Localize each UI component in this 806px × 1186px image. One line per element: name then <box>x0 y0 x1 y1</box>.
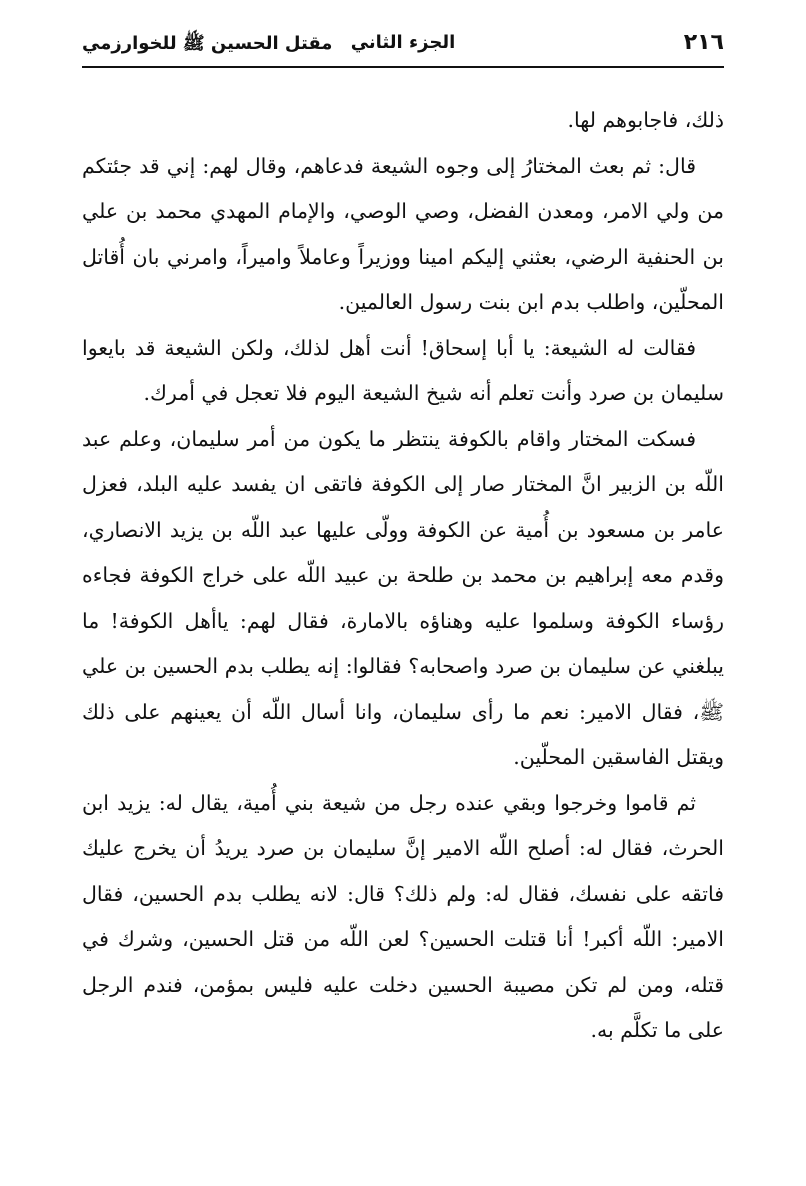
header-rule <box>82 66 724 68</box>
paragraph-1: ذلك، فاجابوهم لها. <box>567 108 724 132</box>
page-number: ٢١٦ <box>683 30 724 55</box>
paragraph-3: فقالت له الشيعة: يا أبا إسحاق! أنت أهل لذلك، ولكن الشيعة قد بايعوا سليمان بن صرد وأنت تعلم أنه شيخ الشيعة اليوم فلا تعجل في أمرك. <box>82 335 724 405</box>
page-body <box>82 98 724 1054</box>
running-header <box>82 26 724 66</box>
paragraph-4: فسكت المختار واقام بالكوفة ينتظر ما يكون من أمر سليمان، وعلم عبد اللّه بن الزبير انَّ المختار صار إلى الكوفة فاتقى ان يفسد عليه البلد، فعزل عامر بن مسعود بن أُمية عن الكوفة وولّى عليها عبد اللّه بن يزيد الانصاري، وقدم معه إبراهيم بن محمد بن طلحة بن عبيد اللّه على خراج الكوفة فجاءه رؤساء الكوفة وسلموا عليه وهناؤه بالامارة، فقال لهم: ياأهل الكوفة! ما يبلغني عن سليمان بن صرد واصحابه؟ فقالوا: إنه يطلب بدم الحسين بن علي ﷺ، فقال الامير: نعم ما رأى سليمان، وانا أسال اللّه أن يعينهم على ذلك ويقتل الفاسقين المحلّين. <box>82 426 724 769</box>
part-title: الجزء الثاني <box>350 32 456 53</box>
paragraph-5: ثم قاموا وخرجوا وبقي عنده رجل من شيعة بني أُمية، يقال له: يزيد ابن الحرث، فقال له: أصلح اللّه الامير إنَّ سليمان بن صرد يريدُ أن يخرج عليك فاتقه على نفسك، فقال له: ولم ذلك؟ قال: لانه يطلب بدم الحسين، فقال الامير: اللّه أكبر! أنا قتلت الحسين؟ لعن اللّه من قتل الحسين، وشرك في قتله، ومن لم تكن مصيبة الحسين دخلت عليه فليس بمؤمن، فندم الرجل على ما تكلَّم به. <box>82 790 724 1042</box>
book-title: مقتل الحسين ﷺ للخوارزمي <box>82 33 333 54</box>
paragraph-2: قال: ثم بعث المختارُ إلى وجوه الشيعة فدعاهم، وقال لهم: إني قد جئتكم من ولي الامر، ومعدن الفضل، وصي الوصي، والإمام المهدي محمد بن علي بن الحنفية الرضي، بعثني إليكم امينا ووزيراً وعاملاً واميراً، وامرني بان أُقاتل المحلّين، واطلب بدم ابن بنت رسول العالمين. <box>82 153 724 314</box>
